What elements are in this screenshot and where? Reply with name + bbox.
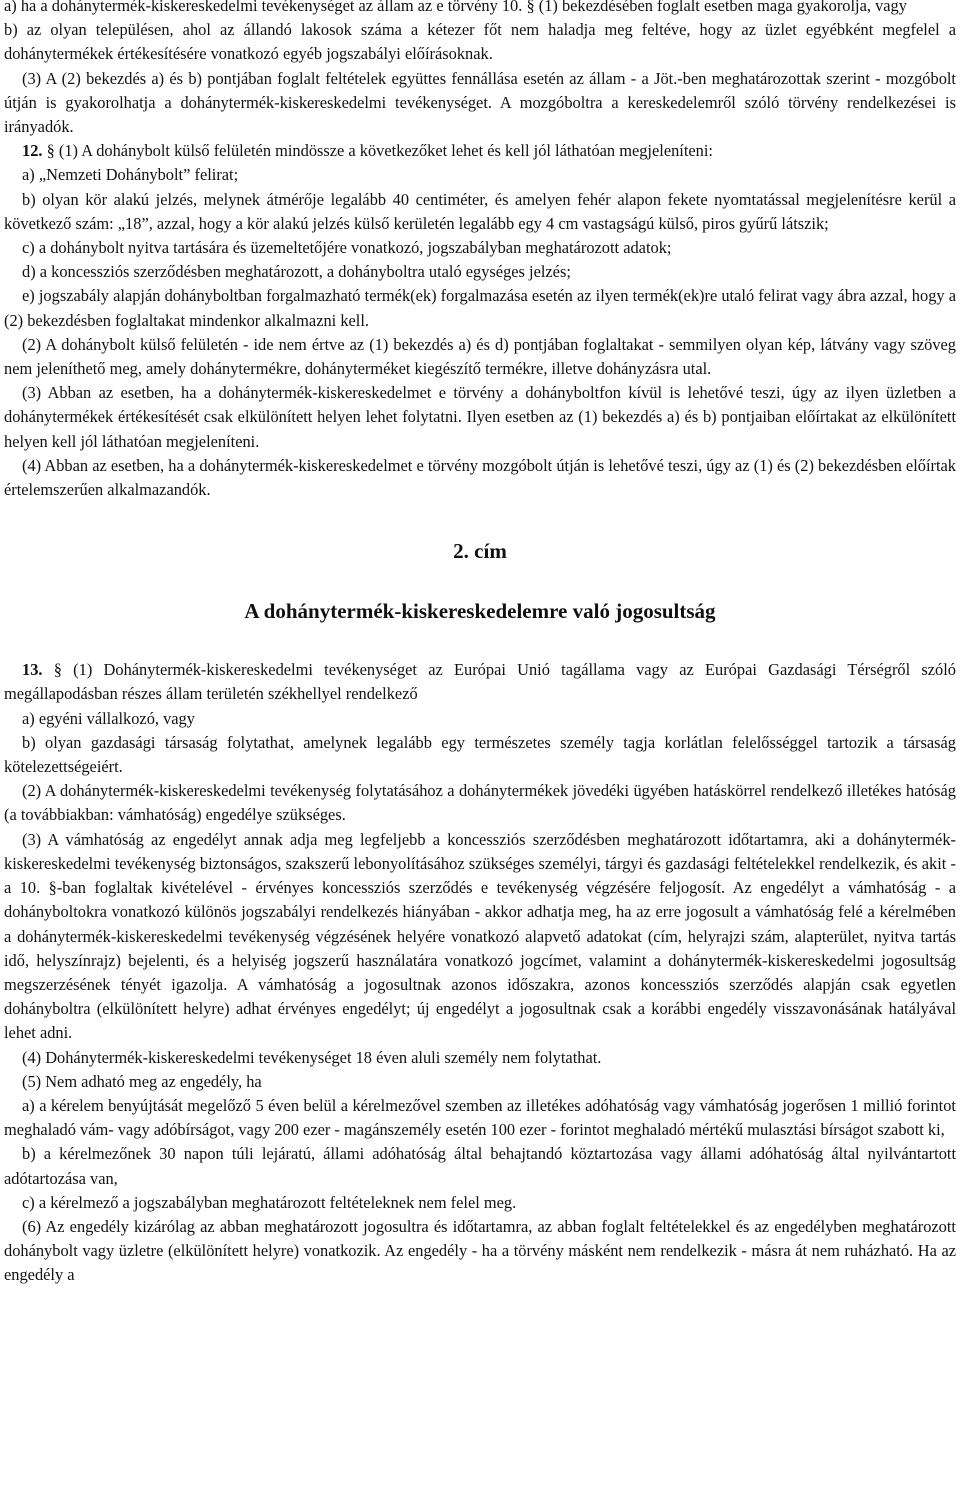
list-item: d) a koncessziós szerződésben meghatározott, a dohányboltra utaló egységes jelzés; — [22, 262, 571, 282]
section-text: § (1) A dohánybolt külső felületén mindössze a következőket lehet és kell jól láthatóan megjeleníteni: — [42, 141, 713, 161]
list-item: e) jogszabály alapján dohányboltban forgalmazható termék(ek) forgalmazása esetén az ilyen termék(ek)re utaló felirat vagy ábra azzal, hogy a (2) bekezdésben foglaltakat mindenkor alkalmazni kell. — [4, 286, 956, 330]
paragraph: (4) Dohánytermék-kiskereskedelmi tevékenységet 18 éven aluli személy nem folytathat. — [22, 1047, 602, 1067]
section-number: 13. — [22, 660, 43, 680]
paragraph: (2) A dohánytermék-kiskereskedelmi tevékenység folytatásához a dohánytermékek jövedéki ügyében hatáskörrel rendelkező illetékes hatóság (a továbbiakban: vámhatóság) engedélye szükséges. — [4, 781, 956, 825]
paragraph: b) az olyan településen, ahol az állandó lakosok száma a kétezer főt nem haladja meg feltéve, hogy az üzlet egyébként megfelel a dohánytermékek értékesítésére vonatkozó egyéb jogszabályi előírásoknak. — [4, 20, 956, 64]
list-item: c) a kérelmező a jogszabályban meghatározott feltételeknek nem felel meg. — [22, 1192, 517, 1212]
paragraph: (6) Az engedély kizárólag az abban meghatározott jogosultra és időtartamra, az abban foglalt feltételekkel és az engedélyben meghatározott dohánybolt vagy üzletre (elkülönített helyre) vonatkozik. Az engedély - ha a törvény másként nem rendelkezik - másra át nem ruházható. Ha az engedély a — [4, 1216, 956, 1285]
list-item: b) olyan gazdasági társaság folytathat, amelynek legalább egy természetes személy tagja korlátlan felelősséggel tartozik a társaság kötelezettségeiért. — [4, 732, 956, 777]
document-page — [4, 0, 956, 1288]
section-number: 12. — [22, 141, 43, 161]
section-13-intro — [4, 658, 956, 706]
list-item: a) egyéni vállalkozó, vagy — [22, 708, 195, 728]
paragraph: (3) Abban az esetben, ha a dohánytermék-kiskereskedelmet e törvény a dohányboltfon kívül is lehetővé teszi, úgy az ilyen üzletben a dohánytermékek értékesítését csak elkülönített helyen lehet folytatni. Ilyen esetben az (1) bekezdés a) és b) pontjaiban előírtakat az elkülönített helyen kell jól láthatóan megjeleníteni. — [4, 383, 956, 451]
paragraph: (3) A (2) bekezdés a) és b) pontjában foglalt feltételek együttes fennállása esetén az állam - a Jöt.-ben meghatározottak szerint - mozgóbolt útján is gyakorolhatja a dohánytermék-kiskereskedelmi tevékenységet. A mozgóboltra a kereskedelemről szóló törvény rendelkezései is irányadók. — [4, 68, 956, 137]
list-item: c) a dohánybolt nyitva tartására és üzemeltetőjére vonatkozó, jogszabályban meghatározott adatok; — [22, 238, 672, 258]
chapter-title: A dohánytermék-kiskereskedelemre való jogosultság — [244, 599, 716, 624]
section-text: § (1) Dohánytermék-kiskereskedelmi tevékenységet az Európai Unió tagállama vagy az Európai Gazdasági Térségről szóló megállapodásban részes állam területén székhellyel rendelkező — [4, 660, 956, 704]
paragraph: (3) A vámhatóság az engedélyt annak adja meg legfeljebb a koncessziós szerződésben meghatározott időtartamra, aki a dohánytermék-kiskereskedelmi tevékenység biztonságos, szakszerű lebonyolításához szükséges személyi, tárgyi és gazdasági feltételekkel rendelkezik, és akit - a 10. §-ban foglaltak kivételével - érvényes koncessziós szerződés e tevékenység végzésére feljogosít. Az engedélyt a vámhatóság - a dohányboltokra vonatkozó különös jogszabályi rendelkezés hiányában - akkor adhatja meg, ha az erre jogosult a vámhatóság felé a kérelmében a dohánytermék-kiskereskedelmi tevékenység végzésének helyére vonatkozó alapvető adatokat (cím, helyrajzi szám, alapterület, nyitva tartás idő, helyszínrajz) bejelenti, és a helyiség jogszerű használatára vonatkozó jogcímet, valamint a dohánytermék-kiskereskedelmi jogosultság megszerzésének tényét igazolja. A vámhatóság a jogosultnak azonos időszakra, azonos koncessziós szerződés alapján csak egyetlen dohányboltra (elkülönített helyre) adhat érvényes engedélyt; új engedélyt a jogosultnak csak a korábbi engedély visszavonásának hatályával lehet adni. — [4, 829, 956, 1043]
paragraph: a) ha a dohánytermék-kiskereskedelmi tevékenységet az állam az e törvény 10. § (1) bekezdésében foglalt esetben maga gyakorolja, vagy — [4, 0, 907, 15]
list-item: a) a kérelem benyújtását megelőző 5 éven belül a kérelmezővel szemben az illetékes adóhatóság vagy vámhatóság jogerősen 1 millió forintot meghaladó vám- vagy adóbírságot, vagy 200 ezer - magánszemély esetén 100 ezer - forintot meghaladó mértékű mulasztási bírságot szabott ki, — [4, 1095, 956, 1140]
paragraph: (4) Abban az esetben, ha a dohánytermék-kiskereskedelmet e törvény mozgóbolt útján is lehetővé teszi, úgy az (1) és (2) bekezdésben előírtak értelemszerűen alkalmazandók. — [4, 455, 956, 500]
paragraph: (2) A dohánybolt külső felületén - ide nem értve az (1) bekezdés a) és d) pontjában foglaltakat - semmilyen olyan kép, látvány vagy szöveg nem jeleníthető meg, amely dohánytermékre, dohányterméket kiegészítő termékre, illetve dohányzásra utal. — [4, 334, 956, 379]
chapter-number: 2. cím — [453, 539, 507, 564]
list-item: b) a kérelmezőnek 30 napon túli lejáratú, állami adóhatóság által behajtandó köztartozása vagy állami adóhatóság által nyilvántartott adótartozása van, — [4, 1144, 956, 1188]
section-12-intro — [4, 139, 956, 163]
list-item: a) „Nemzeti Dohánybolt” felirat; — [22, 165, 239, 185]
paragraph: (5) Nem adható meg az engedély, ha — [22, 1071, 262, 1091]
list-item: b) olyan kör alakú jelzés, melynek átmérője legalább 40 centiméter, és amelyen fehér alapon fekete nyomtatással megjelenítésre kerül a következő szám: „18”, azzal, hogy a kör alakú jelzés külső kerületén legalább egy 4 cm vastagságú külső, piros gyűrű látszik; — [4, 189, 956, 233]
